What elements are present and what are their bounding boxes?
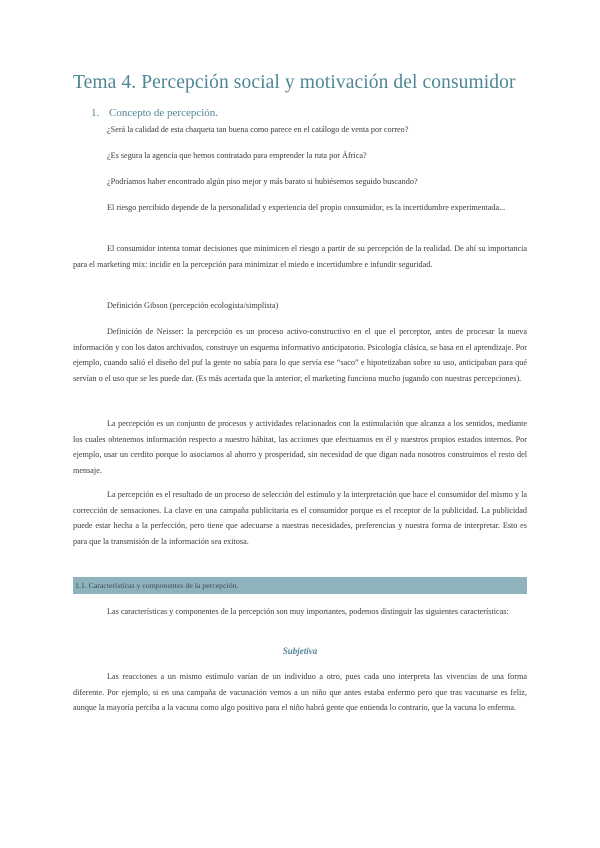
paragraph-perception-processes: La percepción es un conjunto de procesos y actividades relacionados con la estimulación que alcanza a los sentidos, mediante los cuales obtenemos información respecto a nuestro hábitat, las acciones que efectuamos en él y nuestros propios estados internos. Por ejemplo, usar un cerdito porque lo asociamos al ahorro y prosperidad, sin necesidad de que digan nada nosotros construimos el resto del mensaje. <box>73 419 527 475</box>
question-2: ¿Es segura la agencia que hemos contratado para emprender la ruta por África? <box>107 151 367 160</box>
section-heading <box>91 107 218 119</box>
paragraph-risk: El riesgo percibido depende de la personalidad y experiencia del propio consumidor, es la incertidumbre experimentada... <box>107 203 506 212</box>
paragraph-decisions: El consumidor intenta tomar decisiones que minimicen el riesgo a partir de su percepción de la realidad. De ahí su importancia para el marketing mix: incidir en la percepción para minimizar el miedo e incertidumbre e infundir seguridad. <box>73 244 527 269</box>
paragraph-subjetiva: Las reacciones a un mismo estímulo varían de un individuo a otro, pues cada uno interpreta las vivencias de una forma diferente. Por ejemplo, si en una campaña de vacunación vemos a un niño que antes estaba enfermo pero que tras vacunarse es feliz, aunque la mayoría perciba a la vacuna como algo positivo para el niño habrá gente que entienda lo contrario, que la vacuna lo enferma. <box>73 672 527 713</box>
paragraph-neisser: Definición de Neisser: la percepción es un proceso activo-constructivo en el que el perceptor, antes de procesar la nueva información y con los datos archivados, construye un esquema informativo anticipatorio. Psicología clásica, se basa en el aprendizaje. Por ejemplo, cuando salió el diseño del puf la gente no sabía para lo que servía ese “saco” e hipotetizaban sobre su uso, anticipaban para qué servían o el uso que se les puede dar. (Es más acertada que la anterior, el marketing funciona mucho jugando con nuestras percepciones). <box>73 327 527 383</box>
page-title: Tema 4. Percepción social y motivación del consumidor <box>73 72 516 93</box>
paragraph-characteristics-intro: Las características y componentes de la percepción son muy importantes, podemos distinguir las siguientes características: <box>107 607 509 616</box>
paragraph-perception-selection: La percepción es el resultado de un proceso de selección del estímulo y la interpretación que hace el consumidor del mismo y la corrección de sensaciones. La clave en una campaña publicitaria es el consumidor porque es el receptor de la publicidad. La publicidad puede estar hecha a la perfección, pero tiene que adecuarse a nuestras necesidades, preferencias y nuestra forma de interpretar. Esto es para que la transmisión de la información sea exitosa. <box>73 490 527 546</box>
section-number: 1. <box>91 107 100 119</box>
question-3: ¿Podríamos haber encontrado algún piso mejor y más barato si hubiésemos seguido buscando? <box>107 177 418 186</box>
question-1: ¿Será la calidad de esta chaqueta tan buena como parece en el catálogo de venta por correo? <box>107 125 409 134</box>
section-heading-text: Concepto de percepción. <box>109 107 219 119</box>
paragraph-gibson: Definición Gibson (percepción ecologista/simplista) <box>107 301 279 310</box>
subtitle-subjetiva: Subjetiva <box>282 646 318 656</box>
subsection-heading-bar: 1.1. Características y componentes de la percepción. <box>73 577 527 594</box>
